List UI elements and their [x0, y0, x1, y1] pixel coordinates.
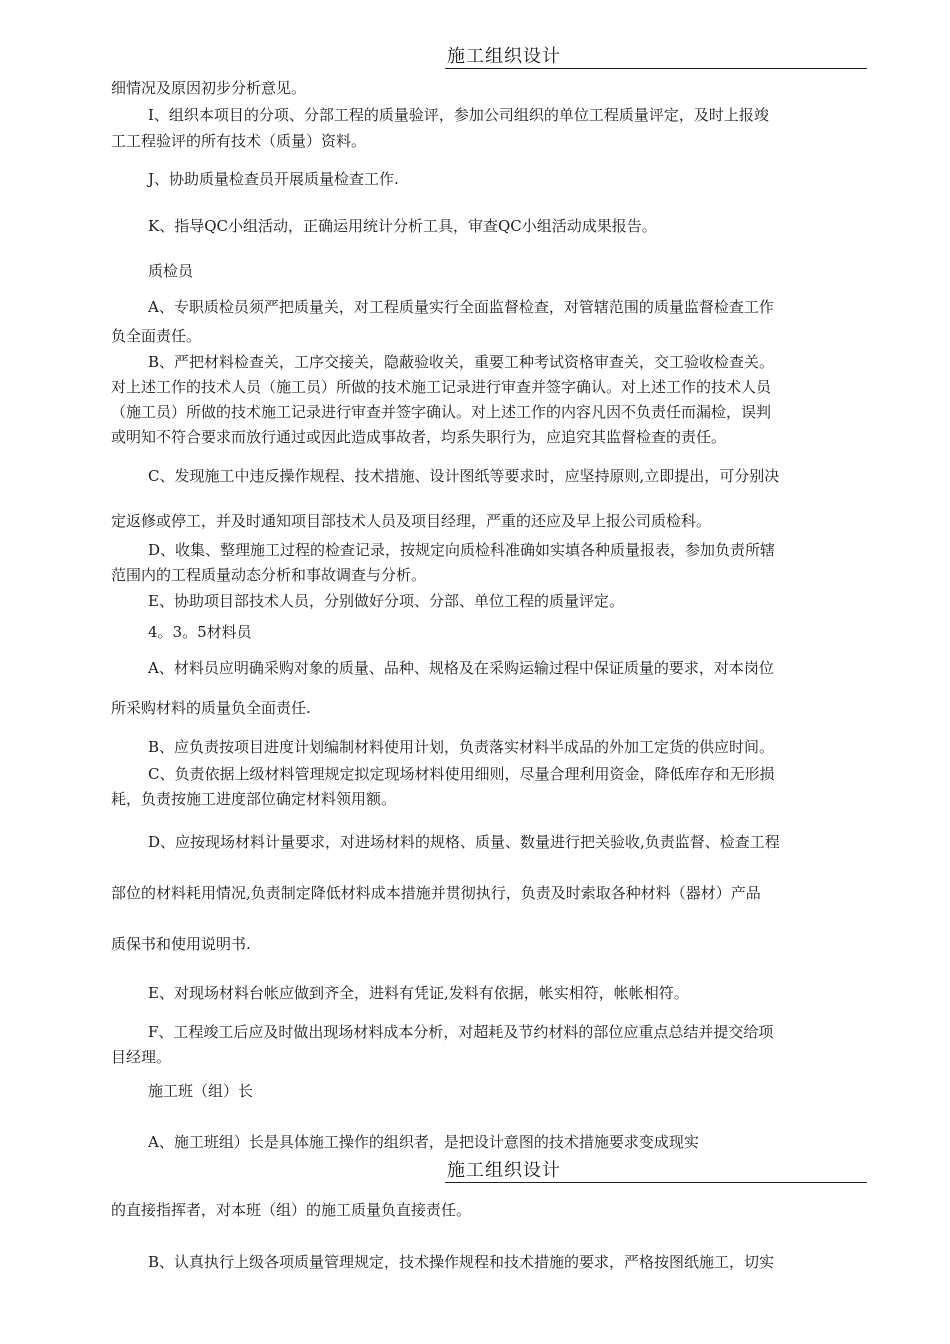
- text-line: C、发现施工中违反操作规程、技术措施、设计图纸等要求时，应坚持原则,立即提出，可分别决: [148, 467, 780, 485]
- text-line: 定返修或停工，并及时通知项目部技术人员及项目经理，严重的还应及早上报公司质检科。: [111, 512, 712, 530]
- text-line: E、协助项目部技术人员，分别做好分项、分部、单位工程的质量评定。: [148, 592, 624, 610]
- section-heading: 质检员: [148, 262, 194, 280]
- text-line: 所采购材料的质量负全面责任.: [111, 699, 311, 717]
- section-heading: 施工班（组）长: [148, 1082, 254, 1100]
- header-title: 施工组织设计: [447, 1160, 561, 1181]
- text-line: B、应负责按项目进度计划编制材料使用计划，负责落实材料半成品的外加工定货的供应时间。: [148, 738, 775, 756]
- section-heading: 4。3。5材料员: [148, 623, 252, 641]
- text-line: A、材料员应明确采购对象的质量、品种、规格及在采购运输过程中保证质量的要求，对本岗位: [148, 659, 774, 677]
- text-line: I、组织本项目的分项、分部工程的质量验评，参加公司组织的单位工程质量评定，及时上报竣: [148, 106, 769, 124]
- text-line: A、专职质检员须严把质量关，对工程质量实行全面监督检查，对管辖范围的质量监督检查工作: [148, 298, 774, 316]
- text-line: 或明知不符合要求而放行通过或因此造成事故者，均系失职行为，应追究其监督检查的责任。: [111, 428, 727, 446]
- text-line: 细情况及原因初步分析意见。: [111, 79, 307, 97]
- text-line: 对上述工作的技术人员（施工员）所做的技术施工记录进行审查并签字确认。对上述工作的技术人员: [111, 378, 772, 396]
- text-line: B、认真执行上级各项质量管理规定，技术操作规程和技术措施的要求，严格按图纸施工，切实: [148, 1253, 775, 1271]
- text-line: 负全面责任。: [111, 327, 202, 345]
- text-line: 的直接指挥者，对本班（组）的施工质量负直接责任。: [111, 1201, 472, 1219]
- text-line: （施工员）所做的技术施工记录进行审查并签字确认。对上述工作的内容凡因不负责任而漏检，误判: [111, 403, 772, 421]
- text-line: A、施工班组）长是具体施工操作的组织者，是把设计意图的技术措施要求变成现实: [148, 1133, 699, 1151]
- text-line: 耗，负责按施工进度部位确定材料领用额。: [111, 790, 397, 808]
- page-header: [445, 44, 867, 69]
- text-line: D、收集、整理施工过程的检查记录，按规定向质检科准确如实填各种质量报表，参加负责所辖: [148, 541, 776, 559]
- text-line: 工工程验评的所有技术（质量）资料。: [111, 132, 367, 150]
- text-line: D、应按现场材料计量要求，对进场材料的规格、质量、数量进行把关验收,负责监督、检查工程: [148, 833, 780, 851]
- header-title: 施工组织设计: [447, 46, 561, 67]
- page-header: [445, 1158, 867, 1183]
- text-line: E、对现场材料台帐应做到齐全，进料有凭证,发料有依据，帐实相符，帐帐相符。: [148, 984, 689, 1002]
- text-line: 目经理。: [111, 1048, 172, 1066]
- text-line: F、工程竣工后应及时做出现场材料成本分析，对超耗及节约材料的部位应重点总结并提交给项: [148, 1023, 774, 1041]
- text-line: 部位的材料耗用情况,负责制定降低材料成本措施并贯彻执行，负责及时索取各种材料（器材）产品: [111, 884, 761, 902]
- text-line: K、指导QC小组活动，正确运用统计分析工具，审查QC小组活动成果报告。: [148, 217, 657, 235]
- text-line: J、协助质量检查员开展质量检查工作.: [148, 170, 399, 188]
- text-line: 范围内的工程质量动态分析和事故调查与分析。: [111, 566, 427, 584]
- text-line: 质保书和使用说明书.: [111, 935, 251, 953]
- text-line: C、负责依据上级材料管理规定拟定现场材料使用细则，尽量合理利用资金，降低库存和无形损: [148, 765, 775, 783]
- text-line: B、严把材料检查关，工序交接关，隐蔽验收关，重要工种考试资格审查关，交工验收检查关。: [148, 353, 775, 371]
